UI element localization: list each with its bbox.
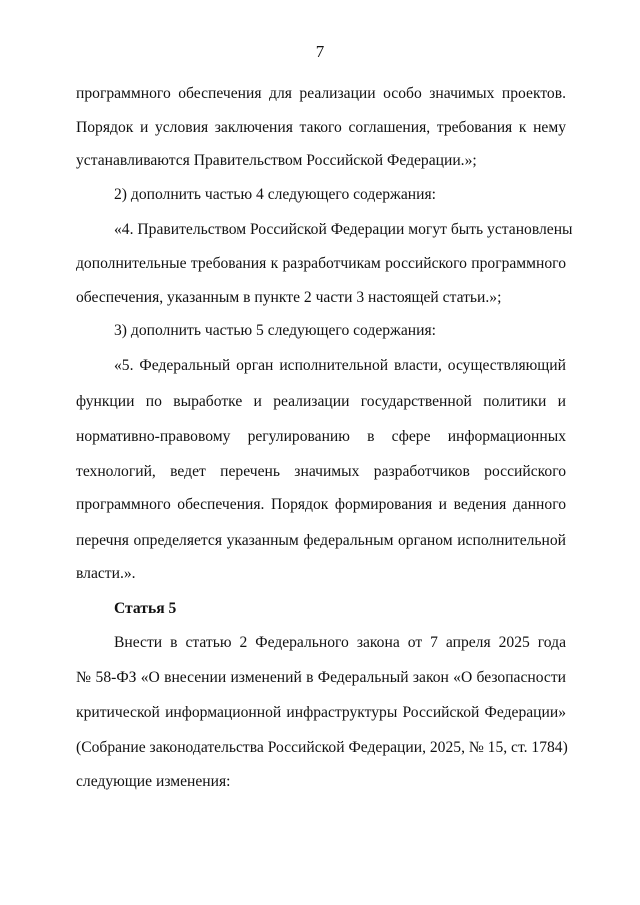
paragraph-line: программного обеспечения для реализации особо значимых проектов.: [76, 85, 566, 102]
paragraph-line: устанавливаются Правительством Российской Федерации.»;: [76, 152, 477, 169]
paragraph-line: технологий, ведет перечень значимых разработчиков российского: [76, 463, 566, 480]
paragraph-line: перечня определяется указанным федеральным органом исполнительной: [76, 532, 566, 549]
paragraph-line: программного обеспечения. Порядок формирования и ведения данного: [76, 496, 566, 513]
page-number: 7: [315, 42, 325, 61]
paragraph-line: (Собрание законодательства Российской Федерации, 2025, № 15, ст. 1784): [76, 739, 568, 756]
list-item-3: 3) дополнить частью 5 следующего содержания:: [114, 322, 436, 339]
paragraph-line: власти.».: [76, 565, 136, 582]
paragraph-line: «5. Федеральный орган исполнительной власти, осуществляющий: [114, 357, 566, 374]
paragraph-line: критической информационной инфраструктуры Российской Федерации»: [76, 704, 566, 721]
paragraph-line: нормативно-правовому регулированию в сфере информационных: [76, 428, 566, 445]
paragraph-line: дополнительные требования к разработчикам российского программного: [76, 255, 566, 272]
paragraph-line: Внести в статью 2 Федерального закона от 7 апреля 2025 года: [114, 634, 566, 651]
paragraph-line: обеспечения, указанным в пункте 2 части 3 настоящей статьи.»;: [76, 289, 502, 306]
list-item-2: 2) дополнить частью 4 следующего содержания:: [114, 186, 436, 203]
paragraph-line: функции по выработке и реализации государственной политики и: [76, 393, 566, 410]
paragraph-line: № 58-ФЗ «О внесении изменений в Федеральный закон «О безопасности: [76, 669, 566, 686]
paragraph-line: следующие изменения:: [76, 773, 231, 790]
paragraph-line: Порядок и условия заключения такого соглашения, требования к нему: [76, 119, 566, 136]
article-heading: Статья 5: [114, 600, 177, 617]
paragraph-line: «4. Правительством Российской Федерации могут быть установлены: [114, 221, 573, 238]
